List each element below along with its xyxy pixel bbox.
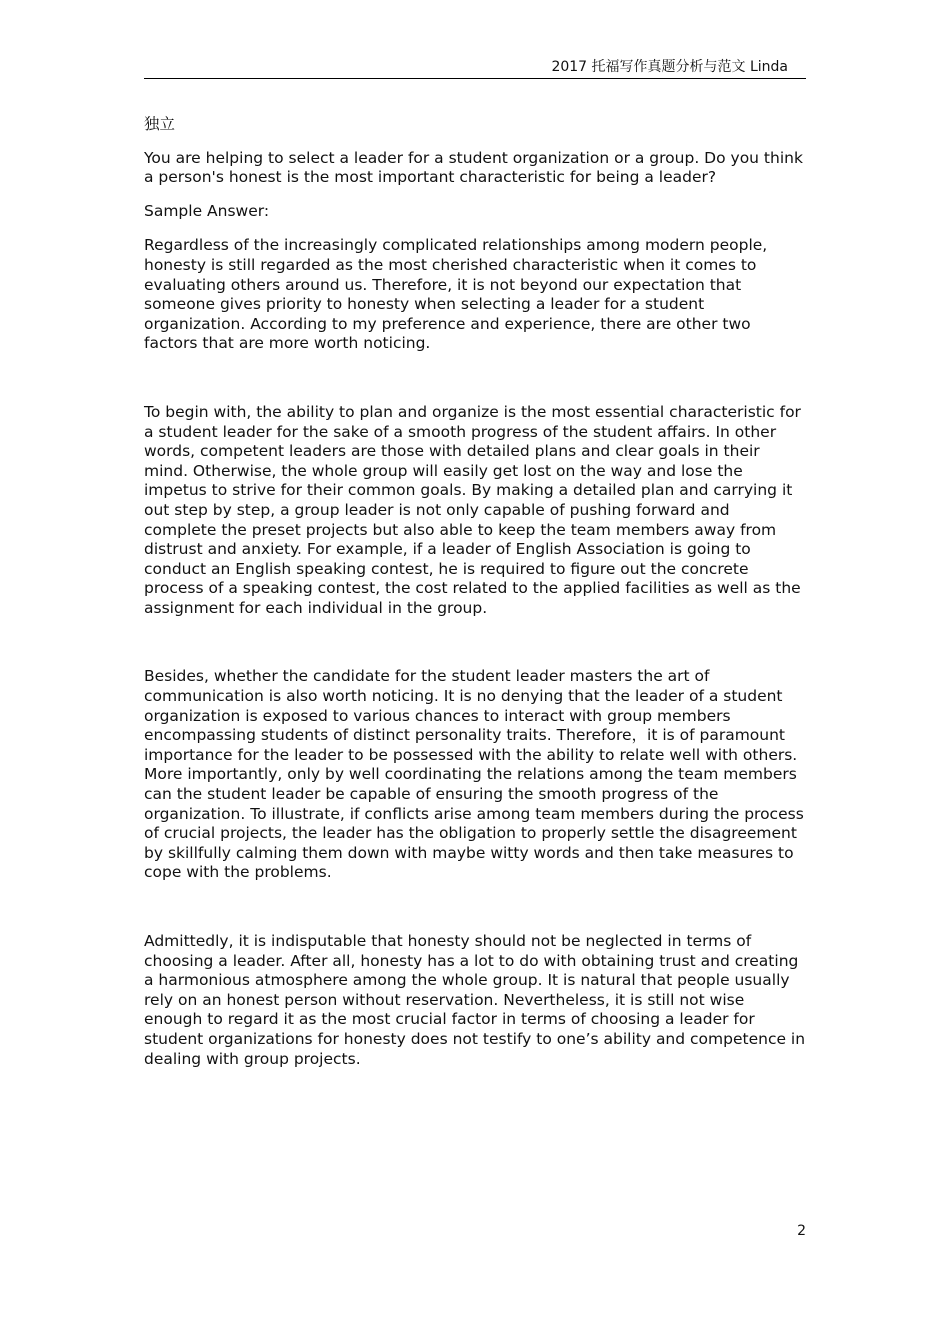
paragraph-body-2: Besides, whether the candidate for the student leader masters the art of communication is also worth noticing. It is no denying that the leader of a student organization is exposed to various chances to interact with group members encompassing students of distinct personality traits. Therefore，it is of paramount importance for the leader to be possessed with the ability to relate well with others. More importantly, only by well coordinating the relations among the team members can the student leader be capable of ensuring the smooth progress of the organization. To illustrate, if conflicts arise among team members during the process of crucial projects, the leader has the obligation to properly settle the disagreement by skillfully calming them down with maybe witty words and then take measures to cope with the problems. — [144, 667, 804, 882]
section-label: 独立 — [144, 115, 176, 133]
document-body — [144, 115, 806, 1069]
page-header — [144, 56, 806, 79]
page-number: 2 — [797, 1223, 806, 1239]
paragraph-concession: Admittedly, it is indisputable that honesty should not be neglected in terms of choosing a leader. After all, honesty has a lot to do with obtaining trust and creating a harmonious atmosphere among the whole group. It is natural that people usually rely on an honest person without reservation. Nevertheless, it is still not wise enough to regard it as the most crucial factor in terms of choosing a leader for student organizations for honesty does not testify to one’s ability and competence in dealing with group projects. — [144, 932, 806, 1068]
essay-prompt: You are helping to select a leader for a student organization or a group. Do you think a person's honest is the most important characteristic for being a leader? — [144, 148, 803, 187]
sample-answer-label: Sample Answer: — [144, 201, 270, 220]
header-title: 2017 托福写作真题分析与范文 Linda — [551, 59, 788, 75]
paragraph-body-1: To begin with, the ability to plan and organize is the most essential characteristic for a student leader for the sake of a smooth progress of the student affairs. In other words, competent leaders are those with detailed plans and clear goals in their mind. Otherwise, the whole group will easily get lost on the way and lose the impetus to strive for their common goals. By making a detailed plan and carrying it out step by step, a group leader is not only capable of pushing forward and complete the preset projects but also able to keep the team members away from distrust and anxiety. For example, if a leader of English Association is going to conduct an English speaking contest, he is required to figure out the concrete process of a speaking contest, the cost related to the applied facilities as well as the assignment for each individual in the group. — [144, 402, 801, 617]
paragraph-intro: Regardless of the increasingly complicated relationships among modern people, honesty is still regarded as the most cherished characteristic when it comes to evaluating others around us. Therefore, it is not beyond our expectation that someone gives priority to honesty when selecting a leader for a student organization. According to my preference and experience, there are other two factors that are more worth noticing. — [144, 236, 768, 353]
